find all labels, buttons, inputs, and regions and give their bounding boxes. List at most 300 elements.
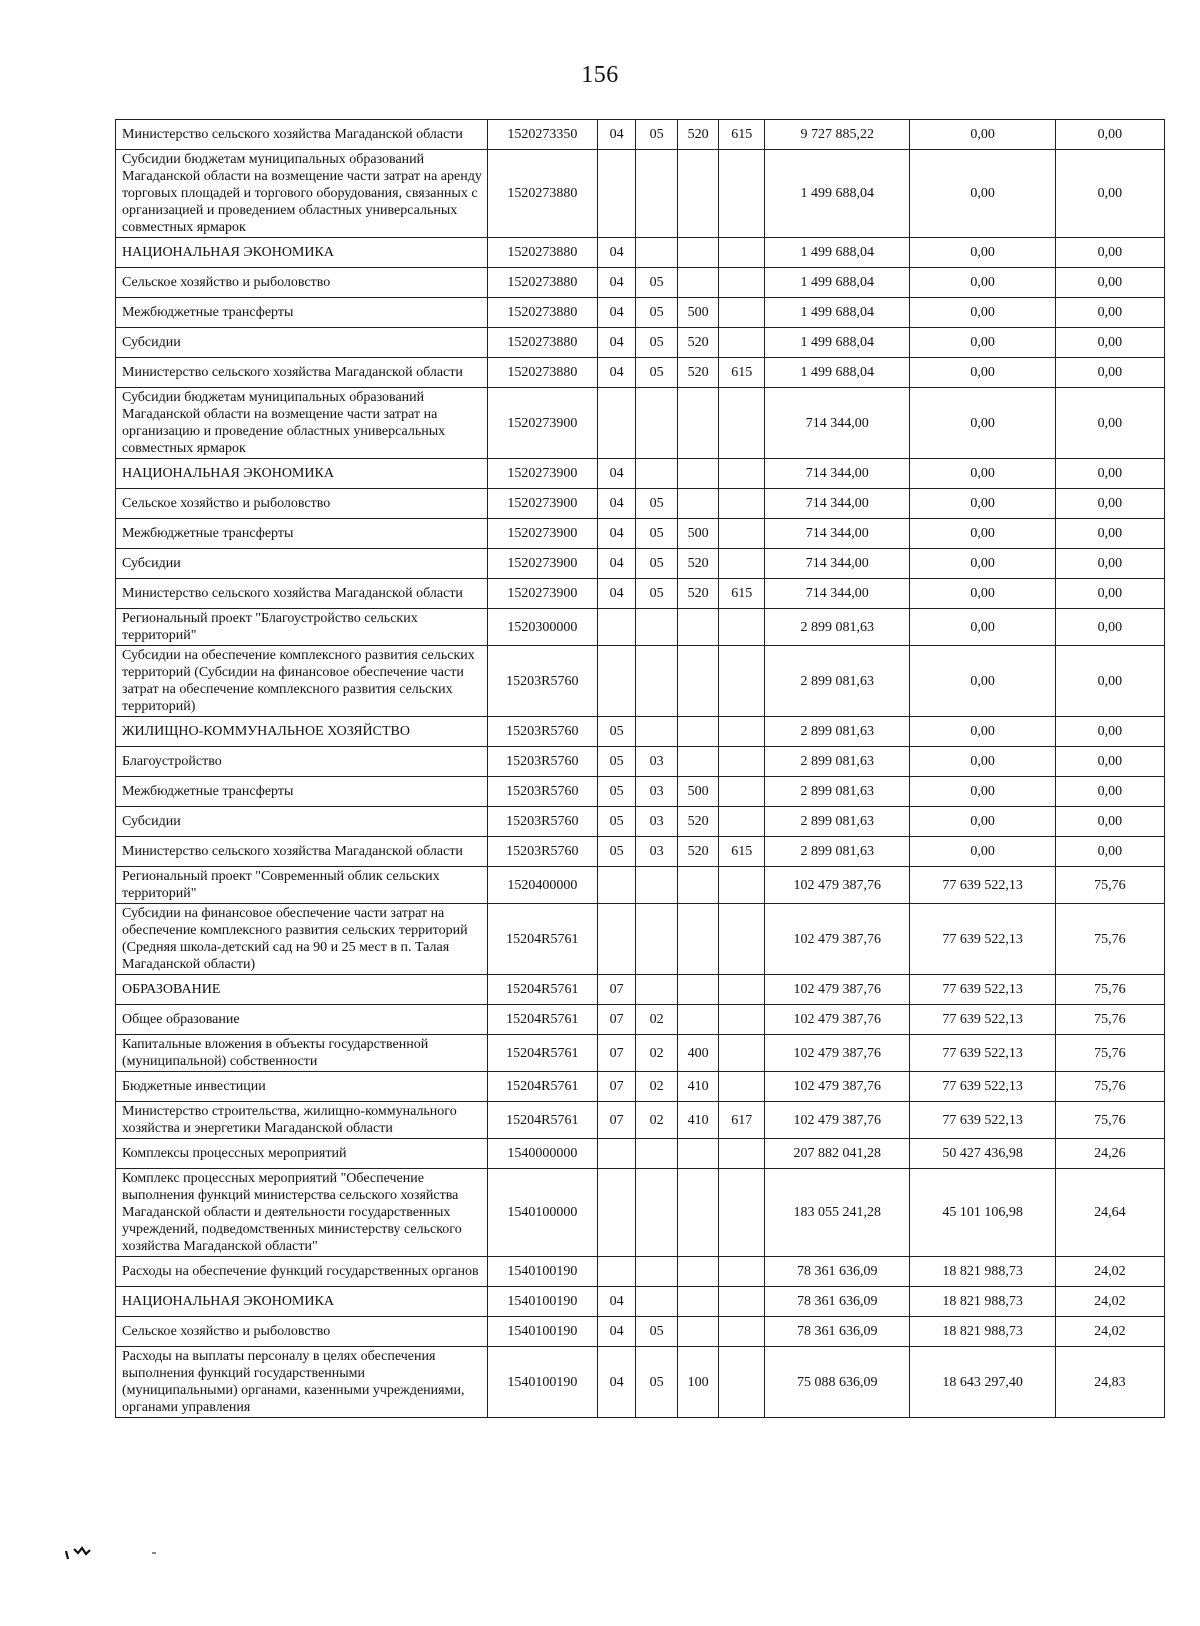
cell-percent: 0,00 (1055, 579, 1164, 609)
table-row (116, 1287, 1165, 1317)
table-row (116, 1102, 1165, 1139)
cell-executed: 0,00 (910, 298, 1055, 328)
table-row (116, 807, 1165, 837)
cell-csr: 1520273900 (487, 549, 597, 579)
cell-name: Сельское хозяйство и рыболовство (116, 1317, 488, 1347)
budget-table (115, 119, 1165, 1418)
cell-expense-type (677, 747, 719, 777)
cell-planned: 1 499 688,04 (765, 298, 910, 328)
cell-executed: 0,00 (910, 717, 1055, 747)
cell-subsection (636, 1169, 678, 1257)
cell-subsection (636, 459, 678, 489)
cell-percent: 0,00 (1055, 777, 1164, 807)
cell-name: Субсидии бюджетам муниципальных образований Магаданской области на возмещение части затрат на организацию и проведение областных универсальных совместных ярмарок (116, 388, 488, 459)
cell-csr: 15203R5760 (487, 747, 597, 777)
cell-csr: 15203R5760 (487, 777, 597, 807)
cell-csr: 1540100190 (487, 1347, 597, 1418)
cell-planned: 1 499 688,04 (765, 328, 910, 358)
cell-percent: 24,64 (1055, 1169, 1164, 1257)
cell-percent: 0,00 (1055, 358, 1164, 388)
cell-subsection (636, 904, 678, 975)
cell-planned: 2 899 081,63 (765, 747, 910, 777)
cell-expense-type (677, 717, 719, 747)
cell-administrator (719, 646, 765, 717)
cell-planned: 2 899 081,63 (765, 777, 910, 807)
cell-planned: 102 479 387,76 (765, 904, 910, 975)
cell-percent: 0,00 (1055, 120, 1164, 150)
cell-planned: 183 055 241,28 (765, 1169, 910, 1257)
cell-planned: 714 344,00 (765, 388, 910, 459)
cell-administrator: 615 (719, 579, 765, 609)
cell-section (597, 904, 635, 975)
cell-executed: 0,00 (910, 609, 1055, 646)
cell-executed: 0,00 (910, 777, 1055, 807)
cell-administrator (719, 1072, 765, 1102)
cell-name: Капитальные вложения в объекты государственной (муниципальной) собственности (116, 1035, 488, 1072)
cell-executed: 0,00 (910, 519, 1055, 549)
cell-csr: 1540100000 (487, 1169, 597, 1257)
cell-executed: 0,00 (910, 579, 1055, 609)
cell-executed: 77 639 522,13 (910, 867, 1055, 904)
cell-csr: 1520273900 (487, 489, 597, 519)
cell-planned: 2 899 081,63 (765, 646, 910, 717)
cell-planned: 714 344,00 (765, 579, 910, 609)
cell-section: 04 (597, 298, 635, 328)
cell-administrator: 615 (719, 120, 765, 150)
cell-administrator (719, 549, 765, 579)
scan-artifact-dot (152, 1552, 156, 1554)
cell-csr: 1520273880 (487, 150, 597, 238)
cell-administrator (719, 1169, 765, 1257)
cell-executed: 0,00 (910, 238, 1055, 268)
cell-executed: 0,00 (910, 268, 1055, 298)
cell-expense-type (677, 1287, 719, 1317)
cell-name: Субсидии на обеспечение комплексного развития сельских территорий (Субсидии на финансовое обеспечение части затрат на обеспечение комплексного развития сельских территорий) (116, 646, 488, 717)
cell-percent: 0,00 (1055, 328, 1164, 358)
cell-percent: 0,00 (1055, 747, 1164, 777)
cell-section: 07 (597, 1102, 635, 1139)
cell-section: 04 (597, 358, 635, 388)
cell-administrator: 617 (719, 1102, 765, 1139)
cell-subsection: 03 (636, 747, 678, 777)
cell-percent: 24,02 (1055, 1257, 1164, 1287)
cell-planned: 2 899 081,63 (765, 807, 910, 837)
cell-section (597, 1257, 635, 1287)
cell-subsection: 05 (636, 298, 678, 328)
cell-executed: 0,00 (910, 489, 1055, 519)
table-row (116, 646, 1165, 717)
cell-name: Субсидии (116, 807, 488, 837)
cell-section: 04 (597, 489, 635, 519)
cell-expense-type (677, 1257, 719, 1287)
cell-expense-type: 520 (677, 807, 719, 837)
cell-name: НАЦИОНАЛЬНАЯ ЭКОНОМИКА (116, 459, 488, 489)
cell-section: 05 (597, 837, 635, 867)
cell-administrator (719, 747, 765, 777)
cell-csr: 1520273880 (487, 238, 597, 268)
cell-section: 05 (597, 777, 635, 807)
cell-planned: 1 499 688,04 (765, 268, 910, 298)
cell-percent: 0,00 (1055, 150, 1164, 238)
cell-percent: 0,00 (1055, 646, 1164, 717)
table-row (116, 1257, 1165, 1287)
cell-section: 04 (597, 1287, 635, 1317)
cell-administrator (719, 717, 765, 747)
table-row (116, 1139, 1165, 1169)
cell-csr: 15203R5760 (487, 717, 597, 747)
cell-percent: 75,76 (1055, 1072, 1164, 1102)
cell-section: 04 (597, 1347, 635, 1418)
cell-subsection (636, 1287, 678, 1317)
cell-subsection: 03 (636, 837, 678, 867)
cell-expense-type: 520 (677, 549, 719, 579)
table-row (116, 1347, 1165, 1418)
table-row (116, 579, 1165, 609)
cell-subsection: 02 (636, 1102, 678, 1139)
cell-planned: 1 499 688,04 (765, 358, 910, 388)
cell-section (597, 609, 635, 646)
cell-subsection: 03 (636, 807, 678, 837)
table-row (116, 238, 1165, 268)
cell-subsection: 05 (636, 328, 678, 358)
cell-administrator: 615 (719, 358, 765, 388)
cell-planned: 714 344,00 (765, 519, 910, 549)
cell-expense-type (677, 975, 719, 1005)
cell-executed: 0,00 (910, 837, 1055, 867)
cell-expense-type (677, 609, 719, 646)
cell-expense-type (677, 150, 719, 238)
cell-csr: 1520273880 (487, 358, 597, 388)
cell-expense-type: 500 (677, 298, 719, 328)
table-row (116, 777, 1165, 807)
cell-subsection: 02 (636, 1072, 678, 1102)
cell-executed: 77 639 522,13 (910, 904, 1055, 975)
cell-planned: 102 479 387,76 (765, 1005, 910, 1035)
cell-planned: 102 479 387,76 (765, 1035, 910, 1072)
cell-csr: 15204R5761 (487, 1005, 597, 1035)
cell-name: Сельское хозяйство и рыболовство (116, 489, 488, 519)
cell-csr: 1540000000 (487, 1139, 597, 1169)
cell-section: 04 (597, 519, 635, 549)
table-row (116, 609, 1165, 646)
cell-percent: 75,76 (1055, 975, 1164, 1005)
cell-percent: 75,76 (1055, 904, 1164, 975)
cell-expense-type: 400 (677, 1035, 719, 1072)
cell-expense-type: 520 (677, 579, 719, 609)
cell-administrator (719, 1035, 765, 1072)
cell-planned: 1 499 688,04 (765, 238, 910, 268)
cell-section (597, 150, 635, 238)
cell-expense-type (677, 459, 719, 489)
table-row (116, 150, 1165, 238)
cell-executed: 0,00 (910, 150, 1055, 238)
cell-csr: 15204R5761 (487, 904, 597, 975)
cell-section: 07 (597, 1035, 635, 1072)
cell-subsection (636, 150, 678, 238)
cell-subsection (636, 717, 678, 747)
cell-percent: 75,76 (1055, 1035, 1164, 1072)
cell-name: Комплексы процессных мероприятий (116, 1139, 488, 1169)
cell-executed: 18 821 988,73 (910, 1257, 1055, 1287)
cell-csr: 1540100190 (487, 1317, 597, 1347)
cell-expense-type: 520 (677, 358, 719, 388)
cell-name: Субсидии бюджетам муниципальных образований Магаданской области на возмещение части затрат на аренду торговых площадей и торгового оборудования, связанных с организацией и проведением областных универсальных совместных ярмарок (116, 150, 488, 238)
cell-section (597, 646, 635, 717)
table-row (116, 268, 1165, 298)
cell-subsection: 03 (636, 777, 678, 807)
cell-percent: 0,00 (1055, 519, 1164, 549)
cell-planned: 714 344,00 (765, 489, 910, 519)
cell-csr: 1520273880 (487, 328, 597, 358)
cell-name: Расходы на обеспечение функций государственных органов (116, 1257, 488, 1287)
cell-executed: 77 639 522,13 (910, 1035, 1055, 1072)
table-row (116, 388, 1165, 459)
table-row (116, 1169, 1165, 1257)
cell-subsection (636, 646, 678, 717)
cell-section: 04 (597, 120, 635, 150)
cell-csr: 1520273900 (487, 388, 597, 459)
cell-expense-type (677, 646, 719, 717)
cell-expense-type: 500 (677, 519, 719, 549)
cell-subsection: 05 (636, 1347, 678, 1418)
cell-section: 04 (597, 459, 635, 489)
cell-percent: 75,76 (1055, 1005, 1164, 1035)
cell-subsection: 05 (636, 489, 678, 519)
cell-administrator (719, 975, 765, 1005)
cell-expense-type: 520 (677, 328, 719, 358)
cell-administrator (719, 489, 765, 519)
cell-subsection (636, 1257, 678, 1287)
cell-executed: 0,00 (910, 459, 1055, 489)
cell-percent: 24,26 (1055, 1139, 1164, 1169)
cell-section: 04 (597, 549, 635, 579)
cell-expense-type: 500 (677, 777, 719, 807)
cell-csr: 1520273880 (487, 268, 597, 298)
table-row (116, 459, 1165, 489)
cell-expense-type: 410 (677, 1102, 719, 1139)
cell-percent: 0,00 (1055, 489, 1164, 519)
cell-csr: 15203R5760 (487, 807, 597, 837)
cell-name: Министерство сельского хозяйства Магаданской области (116, 120, 488, 150)
cell-section: 04 (597, 1317, 635, 1347)
cell-executed: 0,00 (910, 807, 1055, 837)
cell-section: 07 (597, 1005, 635, 1035)
cell-section: 04 (597, 268, 635, 298)
cell-planned: 714 344,00 (765, 459, 910, 489)
cell-planned: 9 727 885,22 (765, 120, 910, 150)
cell-administrator (719, 867, 765, 904)
cell-executed: 18 821 988,73 (910, 1317, 1055, 1347)
cell-executed: 0,00 (910, 549, 1055, 579)
cell-percent: 0,00 (1055, 388, 1164, 459)
cell-executed: 77 639 522,13 (910, 1005, 1055, 1035)
cell-subsection (636, 975, 678, 1005)
cell-administrator (719, 1287, 765, 1317)
cell-name: Межбюджетные трансферты (116, 298, 488, 328)
table-row (116, 747, 1165, 777)
cell-administrator (719, 1347, 765, 1418)
cell-executed: 50 427 436,98 (910, 1139, 1055, 1169)
cell-section (597, 1169, 635, 1257)
cell-section: 07 (597, 1072, 635, 1102)
cell-name: Расходы на выплаты персоналу в целях обеспечения выполнения функций государственными (муниципальными) органами, казенными учреждениями, органами управления (116, 1347, 488, 1418)
cell-expense-type (677, 867, 719, 904)
cell-name: Сельское хозяйство и рыболовство (116, 268, 488, 298)
cell-planned: 2 899 081,63 (765, 837, 910, 867)
cell-percent: 0,00 (1055, 238, 1164, 268)
cell-percent: 0,00 (1055, 717, 1164, 747)
table-row (116, 837, 1165, 867)
cell-name: Субсидии (116, 549, 488, 579)
cell-subsection: 05 (636, 358, 678, 388)
cell-csr: 1520273900 (487, 519, 597, 549)
cell-section (597, 388, 635, 459)
cell-executed: 0,00 (910, 358, 1055, 388)
cell-subsection (636, 609, 678, 646)
cell-subsection: 05 (636, 519, 678, 549)
table-row (116, 904, 1165, 975)
cell-name: Благоустройство (116, 747, 488, 777)
cell-expense-type (677, 1139, 719, 1169)
cell-administrator (719, 238, 765, 268)
cell-name: Межбюджетные трансферты (116, 777, 488, 807)
cell-administrator (719, 268, 765, 298)
cell-csr: 1520273900 (487, 579, 597, 609)
cell-name: Региональный проект "Современный облик сельских территорий" (116, 867, 488, 904)
cell-section: 04 (597, 579, 635, 609)
cell-administrator (719, 609, 765, 646)
cell-planned: 207 882 041,28 (765, 1139, 910, 1169)
cell-planned: 102 479 387,76 (765, 975, 910, 1005)
cell-csr: 1520273350 (487, 120, 597, 150)
cell-name: Субсидии (116, 328, 488, 358)
cell-percent: 0,00 (1055, 837, 1164, 867)
cell-subsection (636, 1139, 678, 1169)
cell-administrator (719, 298, 765, 328)
cell-csr: 1520273880 (487, 298, 597, 328)
cell-administrator (719, 777, 765, 807)
cell-administrator (719, 150, 765, 238)
cell-section (597, 1139, 635, 1169)
cell-executed: 0,00 (910, 388, 1055, 459)
cell-administrator (719, 1139, 765, 1169)
cell-percent: 24,02 (1055, 1317, 1164, 1347)
cell-expense-type: 100 (677, 1347, 719, 1418)
cell-percent: 75,76 (1055, 1102, 1164, 1139)
scan-artifact-mark (64, 1545, 102, 1561)
cell-name: Министерство сельского хозяйства Магаданской области (116, 579, 488, 609)
cell-planned: 102 479 387,76 (765, 867, 910, 904)
table-row (116, 549, 1165, 579)
cell-subsection: 05 (636, 579, 678, 609)
cell-administrator (719, 904, 765, 975)
cell-csr: 15204R5761 (487, 1035, 597, 1072)
cell-executed: 77 639 522,13 (910, 975, 1055, 1005)
cell-csr: 1520300000 (487, 609, 597, 646)
table-row (116, 1317, 1165, 1347)
cell-administrator (719, 328, 765, 358)
cell-subsection: 05 (636, 549, 678, 579)
cell-section: 04 (597, 238, 635, 268)
cell-executed: 0,00 (910, 646, 1055, 717)
cell-administrator (719, 388, 765, 459)
cell-administrator (719, 459, 765, 489)
cell-expense-type (677, 1317, 719, 1347)
table-row (116, 298, 1165, 328)
cell-section (597, 867, 635, 904)
cell-name: Межбюджетные трансферты (116, 519, 488, 549)
cell-percent: 0,00 (1055, 298, 1164, 328)
cell-executed: 0,00 (910, 747, 1055, 777)
cell-subsection (636, 388, 678, 459)
cell-planned: 1 499 688,04 (765, 150, 910, 238)
cell-section: 07 (597, 975, 635, 1005)
cell-csr: 15204R5761 (487, 975, 597, 1005)
cell-planned: 2 899 081,63 (765, 609, 910, 646)
cell-section: 04 (597, 328, 635, 358)
cell-administrator (719, 1257, 765, 1287)
page-number: 156 (581, 62, 619, 88)
cell-planned: 2 899 081,63 (765, 717, 910, 747)
cell-expense-type (677, 388, 719, 459)
table-body (116, 120, 1165, 1418)
table-row (116, 120, 1165, 150)
cell-percent: 0,00 (1055, 268, 1164, 298)
cell-executed: 18 643 297,40 (910, 1347, 1055, 1418)
cell-name: Региональный проект "Благоустройство сельских территорий" (116, 609, 488, 646)
cell-section: 05 (597, 807, 635, 837)
table-row (116, 1072, 1165, 1102)
cell-subsection: 02 (636, 1005, 678, 1035)
cell-name: ЖИЛИЩНО-КОММУНАЛЬНОЕ ХОЗЯЙСТВО (116, 717, 488, 747)
cell-name: Министерство сельского хозяйства Магаданской области (116, 358, 488, 388)
cell-expense-type (677, 268, 719, 298)
cell-expense-type (677, 1005, 719, 1035)
cell-subsection: 05 (636, 120, 678, 150)
cell-executed: 0,00 (910, 120, 1055, 150)
cell-administrator (719, 1317, 765, 1347)
cell-expense-type (677, 489, 719, 519)
table-row (116, 1005, 1165, 1035)
cell-administrator (719, 519, 765, 549)
table-row (116, 867, 1165, 904)
cell-expense-type: 520 (677, 837, 719, 867)
cell-percent: 0,00 (1055, 807, 1164, 837)
cell-planned: 78 361 636,09 (765, 1317, 910, 1347)
cell-percent: 0,00 (1055, 609, 1164, 646)
cell-percent: 75,76 (1055, 867, 1164, 904)
cell-planned: 102 479 387,76 (765, 1072, 910, 1102)
cell-name: Бюджетные инвестиции (116, 1072, 488, 1102)
table-row (116, 489, 1165, 519)
cell-executed: 77 639 522,13 (910, 1072, 1055, 1102)
cell-administrator (719, 1005, 765, 1035)
cell-name: Общее образование (116, 1005, 488, 1035)
cell-expense-type: 410 (677, 1072, 719, 1102)
cell-subsection: 02 (636, 1035, 678, 1072)
table-row (116, 328, 1165, 358)
cell-name: Комплекс процессных мероприятий "Обеспечение выполнения функций министерства сельского хозяйства Магаданской области и деятельности государственных учреждений, подведомственных министерству сельского хозяйства Магаданской области" (116, 1169, 488, 1257)
table-row (116, 358, 1165, 388)
cell-subsection (636, 867, 678, 904)
cell-percent: 0,00 (1055, 459, 1164, 489)
cell-csr: 1520400000 (487, 867, 597, 904)
cell-csr: 1520273900 (487, 459, 597, 489)
table-row (116, 975, 1165, 1005)
cell-expense-type (677, 904, 719, 975)
cell-section: 05 (597, 747, 635, 777)
cell-name: Субсидии на финансовое обеспечение части затрат на обеспечение комплексного развития сельских территорий (Средняя школа-детский сад на 90 и 25 мест в п. Талая Магаданской области) (116, 904, 488, 975)
